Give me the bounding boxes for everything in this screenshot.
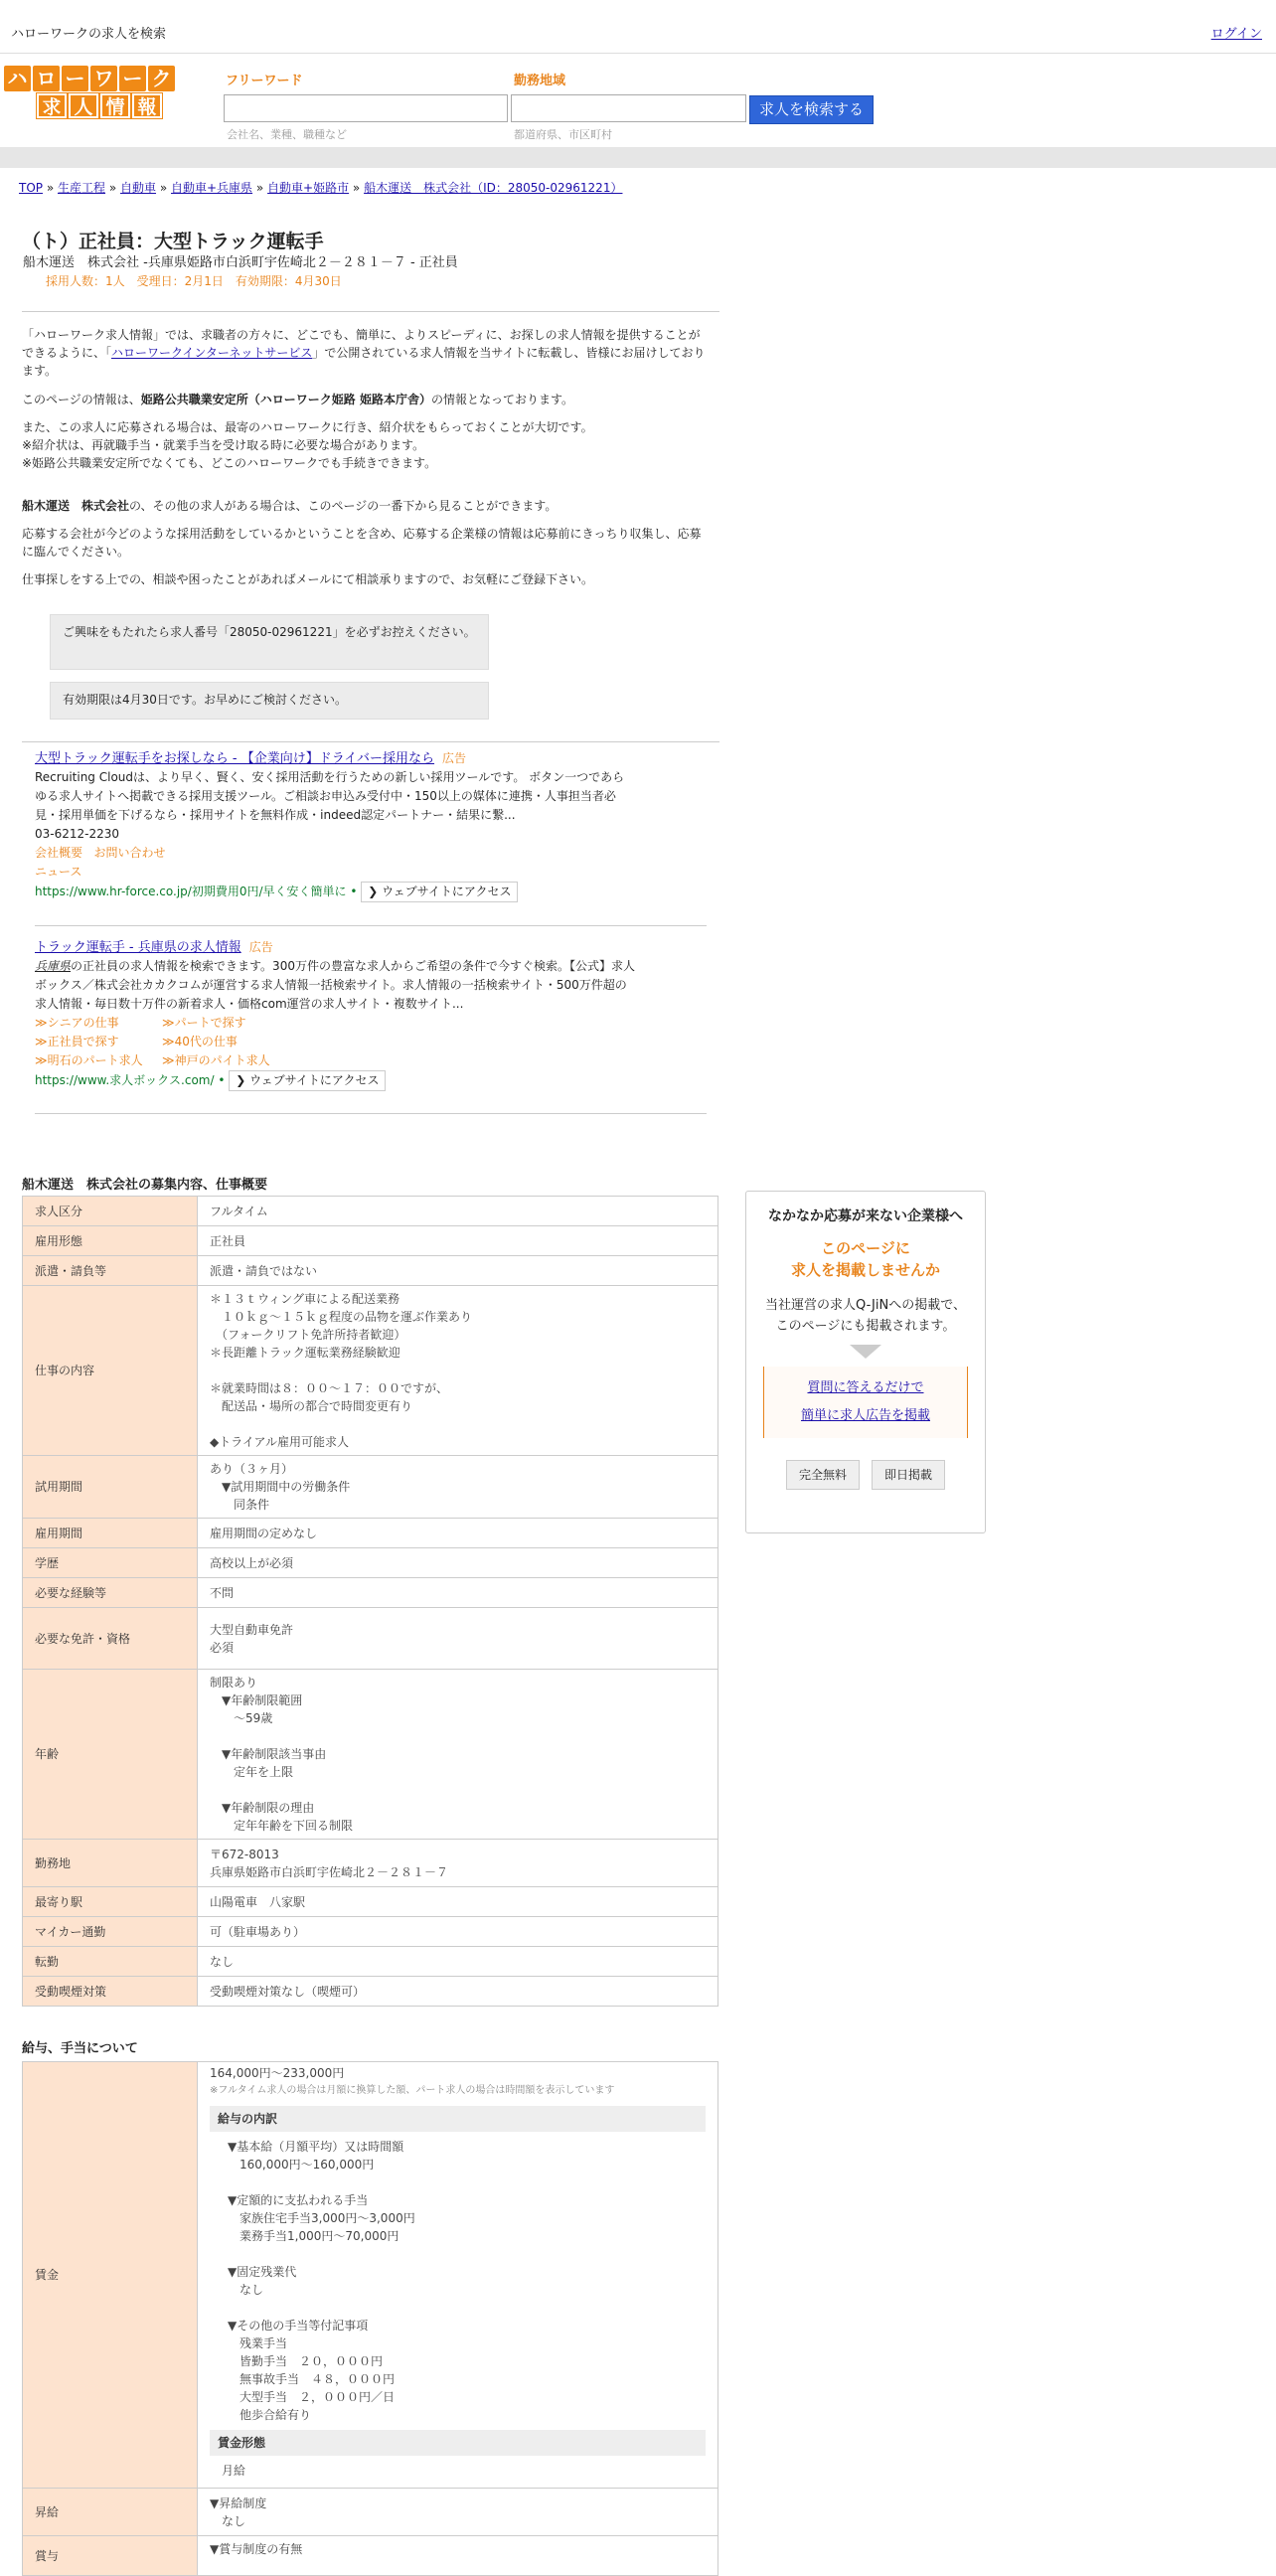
row-value [198,1197,718,1226]
value-line: ▼試用期間中の労働条件 [210,1480,351,1494]
logo-char: 人 [69,93,98,118]
visit-website-button[interactable]: ❯ ウェブサイトにアクセス [361,882,518,902]
value-line: 受動喫煙対策なし（喫煙可） [210,1984,366,1999]
logo-char: ク [148,66,175,91]
area-input[interactable] [511,94,746,122]
breakdown-line: ▼その他の手当等付記事項 [228,2319,369,2333]
value-line: ◆トライアル雇用可能求人 [210,1435,350,1449]
logo-char: ワ [90,66,117,91]
table-row [23,1286,718,1456]
table-row [23,1947,718,1977]
row-key: 必要な免許・資格 [23,1608,198,1670]
value-line: ＊長距離トラック運転業務経験歓迎 [210,1346,400,1360]
advertise-sidebar [745,1191,986,1533]
row-value [198,1226,718,1256]
breadcrumb-top[interactable]: TOP [19,181,44,195]
source-paragraph [22,391,712,408]
value-line: ▼年齢制限該当事由 [210,1747,327,1761]
ad-url[interactable]: https://www.hr-force.co.jp/初期費用0円/早く安く簡単に [35,885,347,898]
ad-url[interactable]: https://www.求人ボックス.com/ [35,1073,215,1087]
table-row [23,1197,718,1226]
login-link[interactable]: ログイン [1210,27,1262,42]
value-line: （フォークリフト免許所持者歓迎） [210,1328,406,1342]
sidebar-text: このページにも掲載されます。 [775,1319,956,1334]
logo-char: ハ [4,66,31,91]
breadcrumb-category[interactable]: 生産工程 [58,181,106,195]
ad-phone[interactable]: 03-6212-2230 [35,827,120,841]
value-line: ▼年齢制限の理由 [210,1801,315,1815]
value-line: 雇用期間の定めなし [210,1526,318,1540]
breakdown-line: 160,000円〜160,000円 [228,2158,375,2172]
table-row [23,1256,718,1286]
sidebar-heading: なかなか応募が来ない企業様へ [768,1208,963,1224]
row-value [198,1917,718,1947]
ad-title-link[interactable]: 大型トラック運転手をお探しなら - 【企業向け】ドライバー採用なら [35,751,435,766]
row-key: 雇用期間 [23,1519,198,1548]
table-row [23,1887,718,1917]
value-line: あり（３ヶ月） [210,1462,294,1476]
notice-line: また、この求人に応募される場合は、最寄のハローワークに行き、紹介状をもらっておくことが大切です。 [22,420,593,434]
divider [22,741,719,742]
row-key: 昇給 [23,2489,198,2536]
table-row [23,1456,718,1519]
breakdown-line [228,2174,706,2191]
details-title: 船木運送 株式会社の募集内容、仕事概要 [22,1178,268,1193]
other-jobs-paragraph [22,497,712,515]
ad-description-text: の正社員の求人情報を検索できます。300万件の豊富な求人からご希望の条件で今すぐ検索。【公式】求人ボックス／株式会社カカクコムが運営する求人情報一括検索サイト。求人情報の一括検索サイト・500万件超の求人情報・毎日数十万件の新着求人・価格com運営の求人サイト・複数サイト... [35,959,635,1011]
notice-line: ※紹介状は、再就職手当・就業手当を受け取る時に必要な場合があります。 [22,438,425,452]
breadcrumb-company[interactable]: 船木運送 株式会社（ID：28050-02961221） [364,181,623,195]
row-value [198,1670,718,1840]
ad-sitelink[interactable]: ≫神戸のパイト求人 [162,1053,270,1067]
page-title: （ト）正社員：大型トラック運転手 [22,231,324,252]
free-badge-button[interactable]: 完全無料 [786,1460,860,1490]
row-value [198,1608,718,1670]
value-line: フルタイム [210,1204,268,1218]
breakdown-line [228,2245,706,2263]
breakdown-line: ▼定額的に支払われる手当 [228,2193,369,2207]
area-label: 勤務地域 [514,74,566,88]
breakdown-line: 業務手当1,000円〜70,000円 [228,2229,399,2243]
freeword-label: フリーワード [226,74,303,88]
divider [35,925,707,926]
value-line: 兵庫県姫路市白浜町宇佐崎北２－２８１－７ [210,1864,449,1879]
company-name: 船木運送 株式会社 [22,499,130,513]
row-key: 試用期間 [23,1456,198,1519]
value-line [210,1415,706,1433]
value-line [210,1727,706,1745]
row-value [198,1578,718,1608]
ad-sitelink[interactable]: ニュース [35,865,82,879]
divider [22,311,719,312]
value-line: 大型自動車免許 [210,1622,294,1637]
value-line: 定年を上限 [210,1765,294,1779]
site-title: ハローワークの求人を検索 [11,27,167,42]
value-line: ▼賞与制度の有無 [210,2542,303,2556]
table-row [23,1578,718,1608]
table-row [23,2062,718,2489]
value-line: ▼昇給制度 [210,2496,267,2510]
sidebar-highlight-line: 求人を掲載しませんか [790,1261,940,1279]
sidebar-text: 当社運営の求人Q-JiNへの掲載で、 [765,1298,966,1313]
row-value [198,1456,718,1519]
ad-keyword: 兵庫県 [35,959,72,973]
logo-char: 報 [132,93,162,118]
value-line: 不問 [210,1585,235,1600]
table-row [23,1548,718,1578]
row-key: 派遣・請負等 [23,1256,198,1286]
breakdown-line: 残業手当 [228,2336,288,2350]
salary-table [22,2061,718,2576]
breadcrumb-city[interactable]: 自動車+姫路市 [267,181,350,195]
value-line [210,1781,706,1799]
ad-title-link[interactable]: トラック運転手 - 兵庫県の求人情報 [35,940,241,955]
breakdown-line: ▼固定残業代 [228,2265,297,2279]
hellowork-logo[interactable] [4,66,175,120]
breakdown-line: ▼基本給（月額平均）又は時間額 [228,2140,404,2154]
breakdown-line: 家族住宅手当3,000円〜3,000円 [228,2211,415,2225]
value-line: ＊１３ｔウィング車による配送業務 [210,1292,400,1306]
details-table [22,1196,718,2007]
wage-form-heading: 賃金形態 [210,2430,706,2456]
breadcrumb-subcategory[interactable]: 自動車 [120,181,157,195]
search-button[interactable]: 求人を検索する [749,95,874,124]
job-meta: 採用人数：1人 受理日：2月1日 有効期限：4月30日 [46,274,342,288]
top-bar [0,0,1276,54]
row-value [198,2062,718,2489]
breakdown-line: 他歩合給有り [228,2408,312,2422]
row-value [198,2536,718,2576]
value-line: 派遣・請負ではない [210,1263,318,1278]
sidebar-highlight [746,1237,985,1281]
ad-sitelink[interactable]: お問い合わせ [93,846,166,860]
table-row [23,1226,718,1256]
header-divider [0,147,1276,168]
row-key: 雇用形態 [23,1226,198,1256]
area-hint: 都道府県、市区町村 [514,128,612,141]
breakdown-line: 大型手当 ２，０００円／日 [228,2390,396,2404]
ad-sitelink[interactable]: ≫シニアの仕事 [35,1016,119,1030]
value-line: 配送品・場所の都合で時間変更有り [210,1399,413,1413]
row-value [198,1840,718,1887]
sidebar-link[interactable]: 質問に答えるだけで [807,1380,924,1395]
ad-sitelink[interactable]: ≫正社員で探す [35,1035,119,1048]
row-value [198,1548,718,1578]
row-key: 必要な経験等 [23,1578,198,1608]
value-line: 同条件 [210,1498,270,1512]
row-value [198,2489,718,2536]
logo-char: 情 [100,93,130,118]
logo-char: ロ [33,66,60,91]
table-row [23,1519,718,1548]
ad-sitelink[interactable]: ≫パートで探す [162,1016,246,1030]
wage-note: ※フルタイム求人の場合は月額に換算した額、パート求人の場合は時間額を表示しています [210,2085,615,2096]
ad-description: Recruiting Cloudは、より早く、賢く、安く採用活動を行うための新しい採用ツールです。 ボタン一つであらゆる求人サイトへ掲載できる採用支援ツール。ご相談お申込み受付中・150以上の媒体に連携・人事担当者必見・採用単価を下げるなら・採用サイトを無料作成・indeed認定パートナー・結果に繋... [35,770,625,822]
same-day-badge-button[interactable]: 即日掲載 [872,1460,945,1490]
wage-range: 164,000円〜233,000円 [210,2066,345,2080]
row-value [198,1256,718,1286]
breadcrumb-prefecture[interactable]: 自動車+兵庫県 [171,181,253,195]
value-line: 〒672-8013 [210,1847,279,1861]
value-line: １０ｋｇ～１５ｋｇ程度の品物を運ぶ作業あり [210,1310,473,1324]
row-key: 賃金 [23,2062,198,2489]
ad-block: 大型トラック運転手をお探しなら - 【企業向け】ドライバー採用なら 広告 Recruiting Cloudは、より早く、賢く、安く採用活動を行うための新しい採用ツールです。 ボタン一つであらゆる求人サイトへ掲載できる採用支援ツール。ご相談お申込み受付中・150以上の媒体に連携・人事担当者必見・採用単価を下げるなら・採用サイトを無料作成・indeed認定パートナー・結果に繋... 03-6212-2230 会社概要 お問い合わせ ニュース https://www.hr-force.co.jp/初期費用0円/早く安く簡単に • ❯ ウェブサイトにアクセス [35,749,671,902]
breakdown-line: 無事故手当 ４８，０００円 [228,2372,396,2386]
notice-paragraph [22,418,712,472]
ad-description [35,957,636,1014]
breakdown-line: 皆勤手当 ２０，０００円 [228,2354,384,2368]
freeword-input[interactable] [224,94,508,122]
value-line: 制限あり [210,1676,258,1690]
company-line: 船木運送 株式会社 -兵庫県姫路市白浜町宇佐崎北２－２８１－７ - 正社員 [23,255,458,270]
table-row [23,1977,718,2007]
row-key: 受動喫煙対策 [23,1977,198,2007]
notice-line: ※姫路公共職業安定所でなくても、どこのハローワークでも手続きできます。 [22,456,437,470]
consult-text: 仕事探しをする上での、相談や困ったことがあればメールにて相談承りますので、お気軽にご登録下さい。 [22,572,594,586]
ad-badge: 広告 [248,940,273,954]
ad-badge: 広告 [442,751,467,765]
row-key: 仕事の内容 [23,1286,198,1456]
value-line: 正社員 [210,1233,246,1248]
source-text: の情報となっております。 [430,393,573,406]
wage-breakdown-heading: 給与の内訳 [210,2106,706,2132]
value-line: ＊就業時間は８：００～１７：００ですが、 [210,1381,449,1395]
breakdown-line [228,2299,706,2317]
hellowork-service-link[interactable]: ハローワークインターネットサービス [111,346,313,360]
intro-text: 「ハローワーク求人情報」では、求職者の方々に、どこでも、簡単に、よりスピーディに、お探しの求人情報を提供することができるように、「 [22,328,701,360]
value-line: 必須 [210,1640,235,1655]
value-line: 定年年齢を下回る制限 [210,1819,354,1833]
table-row [23,1840,718,1887]
value-line: 高校以上が必須 [210,1555,294,1570]
value-line: 山陽電車 八家駅 [210,1894,306,1909]
sidebar-highlight-line: このページに [821,1239,910,1257]
value-line: 可（駐車場あり） [210,1924,306,1939]
logo-char: 求 [37,93,67,118]
logo-char: ー [119,66,146,91]
row-value [198,1286,718,1456]
row-key: 年齢 [23,1670,198,1840]
office-name: 姫路公共職業安定所（ハローワーク姫路 姫路本庁舎） [140,393,431,406]
sidebar-description [746,1295,985,1337]
intro-paragraph [22,326,712,380]
source-text: このページの情報は、 [22,393,141,406]
row-value [198,1519,718,1548]
down-arrow-icon [850,1345,881,1359]
table-row [23,1917,718,1947]
sidebar-links [763,1367,968,1438]
row-key: 転勤 [23,1947,198,1977]
value-line: なし [210,2513,246,2528]
row-key: 勤務地 [23,1840,198,1887]
freeword-hint: 会社名、業種、職種など [227,128,347,141]
visit-website-button[interactable]: ❯ ウェブサイトにアクセス [229,1070,386,1091]
row-value [198,1947,718,1977]
value-line: なし [210,1954,235,1969]
row-key: 学歴 [23,1548,198,1578]
table-row [23,2536,718,2576]
divider [35,1113,707,1114]
row-key: 求人区分 [23,1197,198,1226]
wage-form-value: 月給 [222,2464,246,2478]
value-line: 〜59歳 [210,1711,273,1725]
row-key: 最寄り駅 [23,1887,198,1917]
ad-sitelink[interactable]: ≫明石のパート求人 [35,1053,143,1067]
ad-sitelink[interactable]: 会社概要 [35,846,83,860]
salary-title: 給与、手当について [22,2041,138,2056]
table-row [23,1670,718,1840]
value-line: ▼年齢制限範囲 [210,1693,303,1707]
sidebar-link[interactable]: 簡単に求人広告を掲載 [800,1408,930,1423]
logo-char: ー [62,66,88,91]
ad-block: トラック運転手 - 兵庫県の求人情報 広告 兵庫県の正社員の求人情報を検索できます。300万件の豊富な求人からご希望の条件で今すぐ検索。【公式】求人ボックス／株式会社カカクコムが運営する求人情報一括検索サイト。求人情報の一括検索サイト・500万件超の求人情報・毎日数十万件の新着求人・価格com運営の求人サイト・複数サイト... ≫シニアの仕事 ≫パートで探す ≫正社員で探す ≫40代の仕事 ≫明石のパート求人 ≫神戸のパイト求人 https://www.求人ボックス.com/ • ❯ ウェブサイトにアクセス [35,938,671,1091]
intro-text: 」で公開されている求人情報を当サイトに転載し、皆様にお届けしております。 [22,346,706,378]
row-value [198,1977,718,2007]
ad-sitelink[interactable]: ≫40代の仕事 [162,1035,238,1048]
other-jobs-text: の、その他の求人がある場合は、このページの一番下から見ることができます。 [129,499,558,513]
job-number-notice: ご興味をもたれたら求人番号「28050-02961221」を必ずお控えください。 [50,614,489,670]
row-value [198,1887,718,1917]
breakdown-line: なし [228,2283,264,2297]
apply-advice: 応募する会社が今どのような採用活動をしているかということを含め、応募する企業様の情報は応募前にきっちり収集し、応募に臨んでください。 [22,527,702,559]
table-row [23,1608,718,1670]
table-row [23,2489,718,2536]
row-key: 賞与 [23,2536,198,2576]
breadcrumb: TOP » 生産工程 » 自動車 » 自動車+兵庫県 » 自動車+姫路市 » 船木運送 株式会社（ID：28050-02961221） [19,181,623,195]
value-line [210,1362,706,1379]
expiry-notice: 有効期限は4月30日です。お早めにご検討ください。 [50,682,489,720]
row-key: マイカー通勤 [23,1917,198,1947]
